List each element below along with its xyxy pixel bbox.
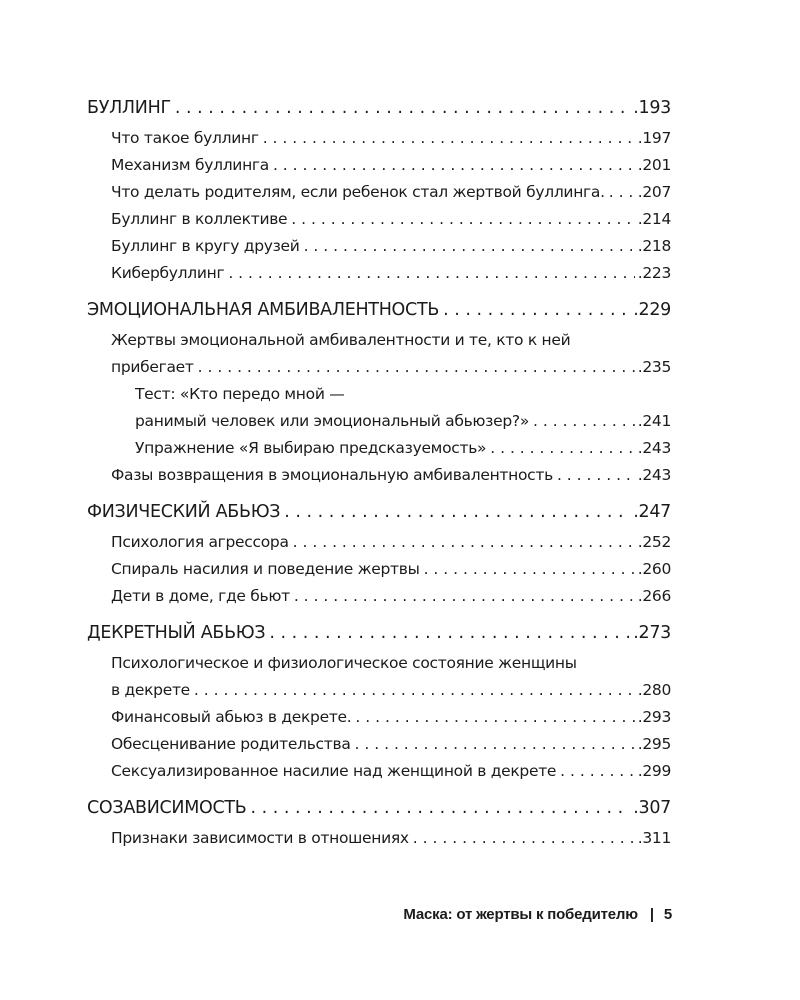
chapter-page-number: .307 <box>633 798 671 818</box>
toc-section-entry[interactable] <box>111 260 671 287</box>
entry-title-first-line: Жертвы эмоциональной амбивалентности и те, кто к ней <box>111 331 571 349</box>
entry-title-first-line: Психологическое и физиологическое состояние женщины <box>111 654 577 672</box>
footer-separator: | <box>649 906 654 923</box>
entry-title: Финансовый абьюз в декрете. <box>111 708 352 726</box>
entry-title: Сексуализированное насилие над женщиной в декрете <box>111 762 557 780</box>
entry-page-number: .243 <box>637 439 671 457</box>
dot-leader <box>560 758 635 785</box>
running-title: Маска: от жертвы к победителю <box>403 906 638 923</box>
toc-section-entry[interactable] <box>111 650 671 704</box>
chapter-title: ФИЗИЧЕСКИЙ АБЬЮЗ <box>87 502 281 522</box>
chapter-page-number: .193 <box>633 98 671 118</box>
entry-title: Фазы возвращения в эмоциональную амбивалентность <box>111 466 553 484</box>
entry-title: Кибербуллинг <box>111 264 225 282</box>
dot-leader <box>228 260 634 287</box>
dot-leader <box>557 462 635 489</box>
dot-leader <box>198 354 635 381</box>
entry-title: Дети в доме, где бьют <box>111 587 290 605</box>
entry-page-number: .243 <box>637 466 671 484</box>
entry-page-number: .207 <box>637 183 671 201</box>
chapter-title: ДЕКРЕТНЫЙ АБЬЮЗ <box>87 623 266 643</box>
toc-section-entry[interactable] <box>111 152 671 179</box>
toc-chapter <box>87 95 671 287</box>
entry-title: Спираль насилия и поведение жертвы <box>111 560 420 578</box>
toc-chapter-heading[interactable] <box>87 499 671 525</box>
dot-leader <box>263 125 635 152</box>
toc-chapter <box>87 795 671 852</box>
toc-section-entry[interactable] <box>111 206 671 233</box>
entry-title: Упражнение «Я выбираю предсказуемость» <box>135 439 487 457</box>
toc-section-entry[interactable] <box>111 179 671 206</box>
dot-leader <box>355 731 635 758</box>
entry-title: Признаки зависимости в отношениях <box>111 829 409 847</box>
page-footer <box>403 906 672 923</box>
dot-leader <box>291 206 634 233</box>
entry-page-number: .311 <box>637 829 671 847</box>
dot-leader <box>273 152 635 179</box>
entry-page-number: .260 <box>637 560 671 578</box>
entry-title: Психология агрессора <box>111 533 289 551</box>
dot-leader <box>609 179 635 206</box>
toc-chapter <box>87 499 671 610</box>
entry-page-number: .235 <box>637 358 671 376</box>
entry-page-number: .280 <box>637 681 671 699</box>
chapter-title: СОЗАВИСИМОСТЬ <box>87 798 247 818</box>
dot-leader <box>304 233 635 260</box>
entry-title: Что такое буллинг <box>111 129 259 147</box>
toc-subsection-entry[interactable] <box>135 381 671 435</box>
entry-title: ранимый человек или эмоциональный абьюзер?» <box>135 412 530 430</box>
chapter-title: ЭМОЦИОНАЛЬНАЯ АМБИВАЛЕНТНОСТЬ <box>87 300 440 320</box>
entry-page-number: .214 <box>637 210 671 228</box>
toc-section-entry[interactable] <box>111 327 671 381</box>
dot-leader <box>284 499 630 525</box>
toc-section-entry[interactable] <box>111 529 671 556</box>
entry-page-number: .293 <box>637 708 671 726</box>
dot-leader <box>293 529 635 556</box>
toc-section-entry[interactable] <box>111 704 671 731</box>
entry-page-number: .241 <box>637 412 671 430</box>
entry-title: Что делать родителям, если ребенок стал жертвой буллинга. <box>111 183 605 201</box>
dot-leader <box>413 825 635 852</box>
dot-leader <box>175 95 630 121</box>
toc-section-entry[interactable] <box>111 556 671 583</box>
toc-section-entry[interactable] <box>111 583 671 610</box>
toc-section-entry[interactable] <box>111 731 671 758</box>
toc-chapter <box>87 620 671 785</box>
entry-page-number: .218 <box>637 237 671 255</box>
entry-title: Механизм буллинга <box>111 156 269 174</box>
entry-page-number: .197 <box>637 129 671 147</box>
dot-leader <box>269 620 630 646</box>
page-number: 5 <box>663 906 672 923</box>
toc-section-entry[interactable] <box>111 758 671 785</box>
dot-leader <box>424 556 635 583</box>
entry-page-number: .266 <box>637 587 671 605</box>
toc-chapter-heading[interactable] <box>87 620 671 646</box>
toc-chapter <box>87 297 671 489</box>
entry-title: в декрете <box>111 681 190 699</box>
dot-leader <box>490 435 634 462</box>
dot-leader <box>250 795 630 821</box>
entry-title: Буллинг в кругу друзей <box>111 237 300 255</box>
entry-page-number: .223 <box>637 264 671 282</box>
chapter-page-number: .273 <box>633 623 671 643</box>
entry-page-number: .252 <box>637 533 671 551</box>
entry-page-number: .201 <box>637 156 671 174</box>
table-of-contents <box>87 95 671 862</box>
toc-section-entry[interactable] <box>111 125 671 152</box>
chapter-page-number: .247 <box>633 502 671 522</box>
entry-page-number: .295 <box>637 735 671 753</box>
toc-chapter-heading[interactable] <box>87 95 671 121</box>
toc-section-entry[interactable] <box>111 825 671 852</box>
toc-section-entry[interactable] <box>111 462 671 489</box>
dot-leader <box>355 704 634 731</box>
toc-subsection-entry[interactable] <box>135 435 671 462</box>
dot-leader <box>294 583 635 610</box>
entry-title: Обесценивание родительства <box>111 735 351 753</box>
toc-chapter-heading[interactable] <box>87 297 671 323</box>
chapter-page-number: .229 <box>633 300 671 320</box>
entry-title-first-line: Тест: «Кто передо мной — <box>135 385 345 403</box>
toc-section-entry[interactable] <box>111 233 671 260</box>
entry-title: Буллинг в коллективе <box>111 210 288 228</box>
dot-leader <box>194 677 635 704</box>
toc-chapter-heading[interactable] <box>87 795 671 821</box>
entry-title: прибегает <box>111 358 194 376</box>
dot-leader <box>533 408 635 435</box>
chapter-title: БУЛЛИНГ <box>87 98 171 118</box>
dot-leader <box>443 297 630 323</box>
entry-page-number: .299 <box>637 762 671 780</box>
